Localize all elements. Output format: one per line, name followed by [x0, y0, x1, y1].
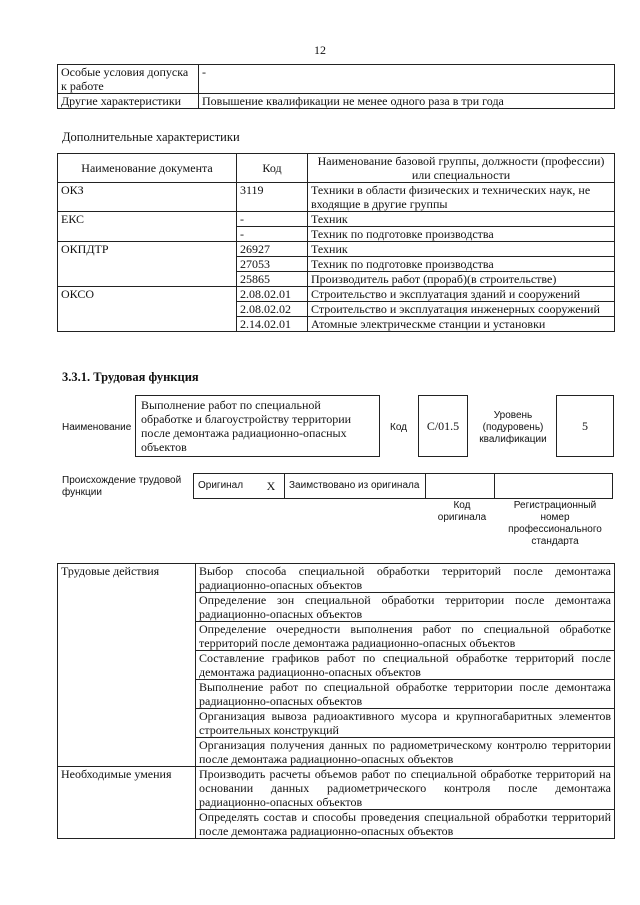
name-cell: Техник	[308, 242, 615, 257]
qualification-level-label: Уровень (подуровень) квалификации	[479, 410, 547, 445]
code-cell: 25865	[237, 272, 308, 287]
code-cell: -	[237, 212, 308, 227]
header-code: Код	[237, 154, 308, 183]
code-cell: 3119	[237, 183, 308, 212]
table-row	[58, 767, 615, 810]
origin-table	[193, 473, 613, 499]
reg-number-cell	[495, 474, 613, 499]
name-cell: Строительство и эксплуатация зданий и сооружений	[308, 287, 615, 302]
origin-label: Происхождение трудовой функции	[62, 475, 182, 498]
code-label: Код	[390, 422, 408, 433]
table-row	[58, 564, 615, 593]
row-label: Особые условия допуска к работе	[58, 65, 199, 94]
table-row	[58, 65, 615, 94]
qualification-level-box: 5	[556, 395, 614, 457]
row-value: Повышение квалификации не менее одного раза в три года	[199, 94, 615, 109]
doc-cell: ОКСО	[58, 287, 237, 332]
name-cell: Атомные электрическме станции и установки	[308, 317, 615, 332]
name-cell: Производитель работ (прораб)(в строительстве)	[308, 272, 615, 287]
header-document: Наименование документа	[58, 154, 237, 183]
name-label: Наименование	[62, 422, 132, 433]
table-row	[194, 474, 613, 499]
name-cell: Техники в области физических и технических наук, не входящие в другие группы	[308, 183, 615, 212]
original-label: Оригинал	[194, 474, 259, 499]
code-cell: 2.08.02.02	[237, 302, 308, 317]
skill-item: Определять состав и способы проведения специальной обработки территорий после демонтажа радиационно-опасных объектов	[196, 810, 615, 839]
name-cell: Строительство и эксплуатация инженерных сооружений	[308, 302, 615, 317]
code-original-label: Код оригинала	[437, 500, 487, 523]
code-cell: 2.14.02.01	[237, 317, 308, 332]
code-cell: 26927	[237, 242, 308, 257]
general-conditions-table	[57, 64, 615, 109]
page-number: 12	[314, 43, 326, 57]
header-name: Наименование базовой группы, должности (профессии) или специальности	[308, 154, 615, 183]
action-item: Организация получения данных по радиометрическому контролю территории после демонтажа радиационно-опасных объектов	[196, 738, 615, 767]
action-item: Организация вывоза радиоактивного мусора и крупногабаритных элементов строительных конструкций	[196, 709, 615, 738]
row-label: Другие характеристики	[58, 94, 199, 109]
actions-skills-table	[57, 563, 615, 839]
name-cell: Техник по подготовке производства	[308, 227, 615, 242]
code-cell: -	[237, 227, 308, 242]
row-value: -	[199, 65, 615, 94]
action-item: Выбор способа специальной обработки территорий после демонтажа радиационно-опасных объектов	[196, 564, 615, 593]
table-row	[58, 212, 615, 227]
table-header-row	[58, 154, 615, 183]
name-cell: Техник	[308, 212, 615, 227]
actions-label: Трудовые действия	[58, 564, 196, 767]
skills-label: Необходимые умения	[58, 767, 196, 839]
action-item: Определение зон специальной обработки территории после демонтажа радиационно-опасных объектов	[196, 593, 615, 622]
table-row	[58, 94, 615, 109]
action-item: Выполнение работ по специальной обработке территории после демонтажа радиационно-опасных объектов	[196, 680, 615, 709]
borrowed-label: Заимствовано из оригинала	[285, 474, 426, 499]
doc-cell: ЕКС	[58, 212, 237, 242]
doc-cell: ОКПДТР	[58, 242, 237, 287]
code-cell: 27053	[237, 257, 308, 272]
table-row	[58, 183, 615, 212]
action-item: Определение очередности выполнения работ по специальной обработке территорий после демонтажа радиационно-опасных объектов	[196, 622, 615, 651]
labor-function-heading: 3.3.1. Трудовая функция	[62, 370, 199, 384]
skill-item: Производить расчеты объемов работ по специальной обработке территорий на основании данных радиометрического контроля после демонтажа радиационно-опасных объектов	[196, 767, 615, 810]
table-row	[58, 242, 615, 257]
code-cell: 2.08.02.01	[237, 287, 308, 302]
doc-cell: ОКЗ	[58, 183, 237, 212]
original-mark: X	[258, 474, 285, 499]
function-code-box: С/01.5	[418, 395, 468, 457]
name-cell: Техник по подготовке производства	[308, 257, 615, 272]
extra-characteristics-heading: Дополнительные характеристики	[62, 130, 240, 144]
function-name-box: Выполнение работ по специальной обработке и благоустройству территории после демонтажа радиационно-опасных объектов	[135, 395, 380, 457]
extra-characteristics-table	[57, 153, 615, 332]
reg-number-label: Регистрационный номер профессионального стандарта	[508, 500, 602, 547]
table-row	[58, 287, 615, 302]
code-original-cell	[426, 474, 495, 499]
action-item: Составление графиков работ по специальной обработке территорий после демонтажа радиационно-опасных объектов	[196, 651, 615, 680]
